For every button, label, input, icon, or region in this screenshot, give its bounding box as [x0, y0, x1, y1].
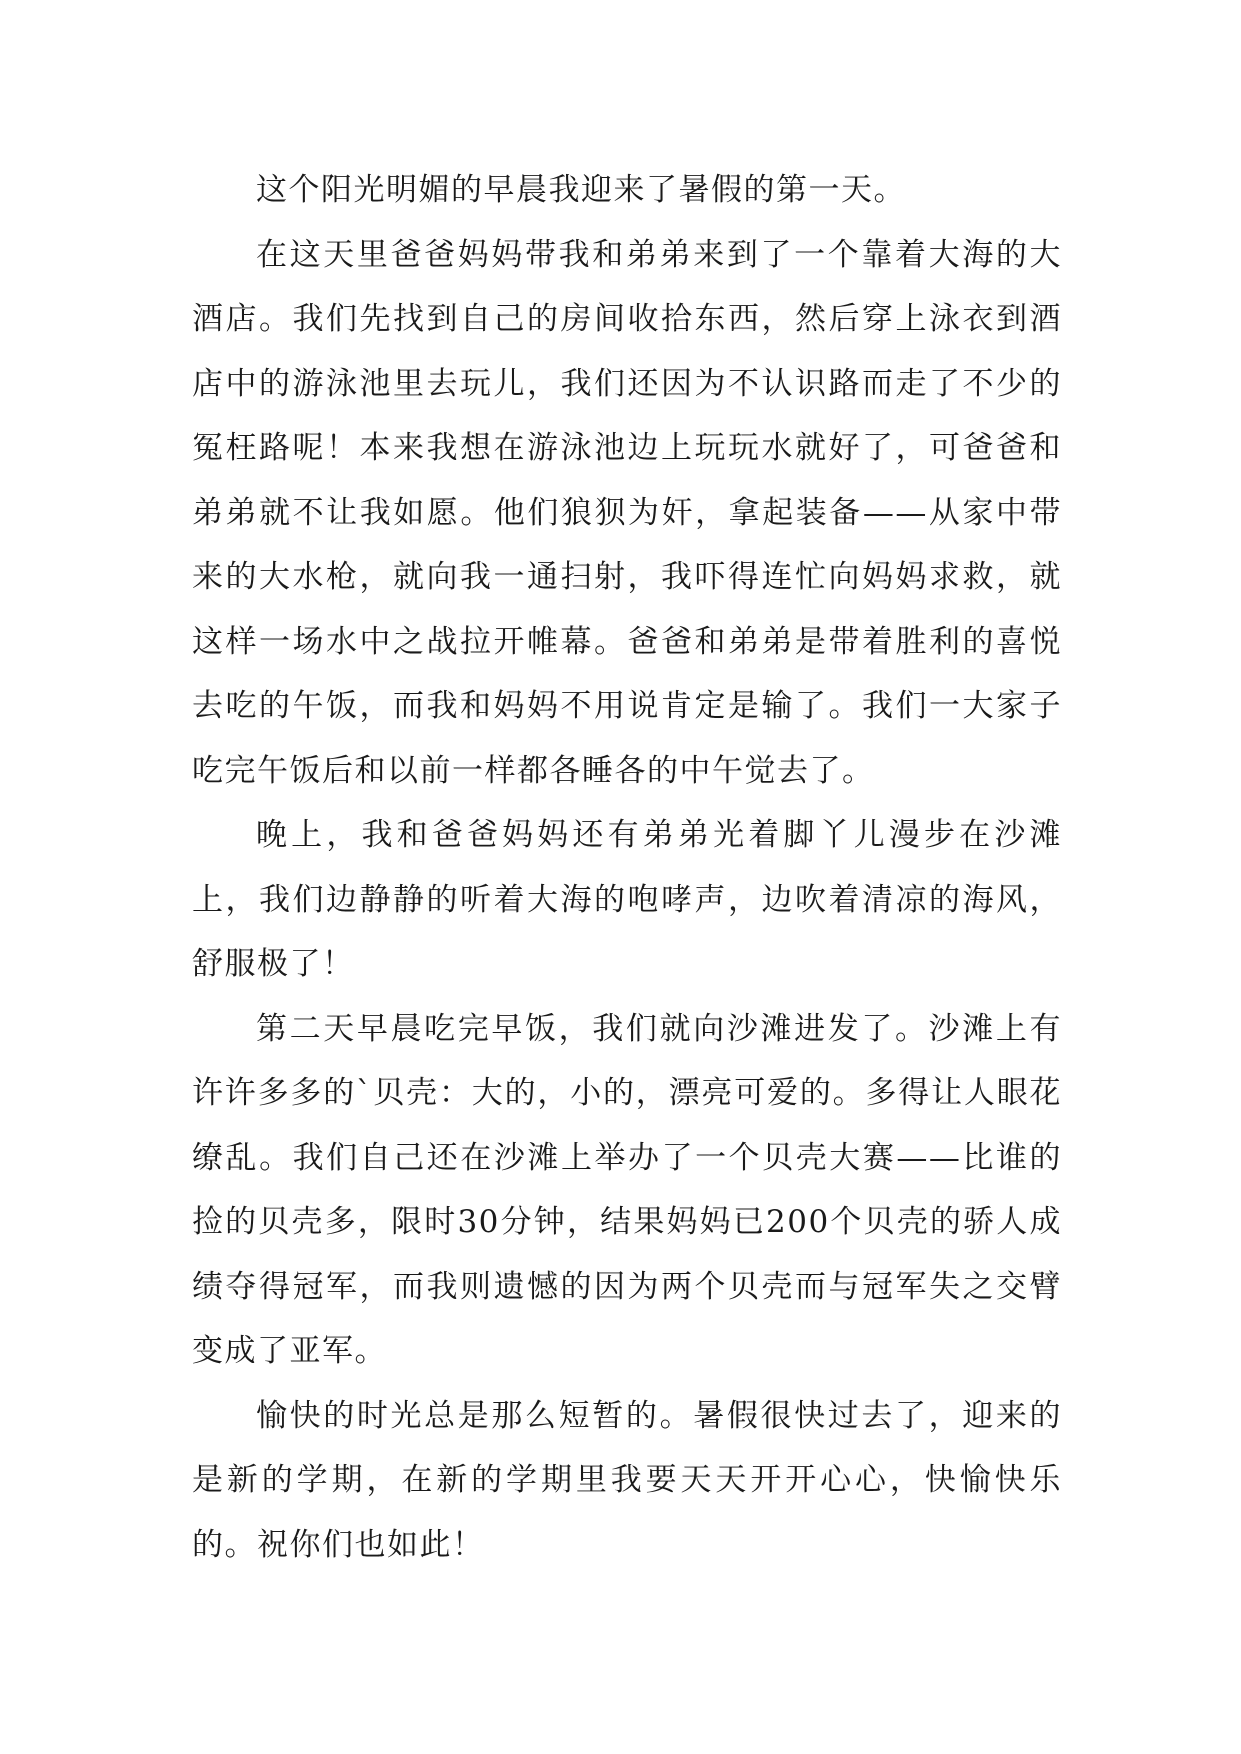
paragraph-4: 第二天早晨吃完早饭，我们就向沙滩进发了。沙滩上有许许多多的`贝壳：大的，小的，漂亮可爱的。多得让人眼花缭乱。我们自己还在沙滩上举办了一个贝壳大赛——比谁的捡的贝壳多，限时30分钟，结果妈妈已200个贝壳的骄人成绩夺得冠军，而我则遗憾的因为两个贝壳而与冠军失之交臂变成了亚军。 — [192, 1010, 1062, 1369]
paragraph-1: 这个阳光明媚的早晨我迎来了暑假的第一天。 — [256, 172, 906, 208]
paragraph-2: 在这天里爸爸妈妈带我和弟弟来到了一个靠着大海的大酒店。我们先找到自己的房间收拾东西，然后穿上泳衣到酒店中的游泳池里去玩儿，我们还因为不认识路而走了不少的冤枉路呢！本来我想在游泳池边上玩玩水就好了，可爸爸和弟弟就不让我如愿。他们狼狈为奸，拿起装备——从家中带来的大水枪，就向我一通扫射，我吓得连忙向妈妈求救，就这样一场水中之战拉开帷幕。爸爸和弟弟是带着胜利的喜悦去吃的午饭，而我和妈妈不用说肯定是输了。我们一大家子吃完午饭后和以前一样都各睡各的中午觉去了。 — [192, 236, 1062, 789]
paragraph-3: 晚上，我和爸爸妈妈还有弟弟光着脚丫儿漫步在沙滩上，我们边静静的听着大海的咆哮声，边吹着清凉的海风，舒服极了！ — [192, 817, 1062, 982]
essay-body — [192, 158, 1062, 1577]
paragraph-5: 愉快的时光总是那么短暂的。暑假很快过去了，迎来的是新的学期，在新的学期里我要天天开开心心，快愉快乐的。祝你们也如此！ — [192, 1397, 1062, 1563]
